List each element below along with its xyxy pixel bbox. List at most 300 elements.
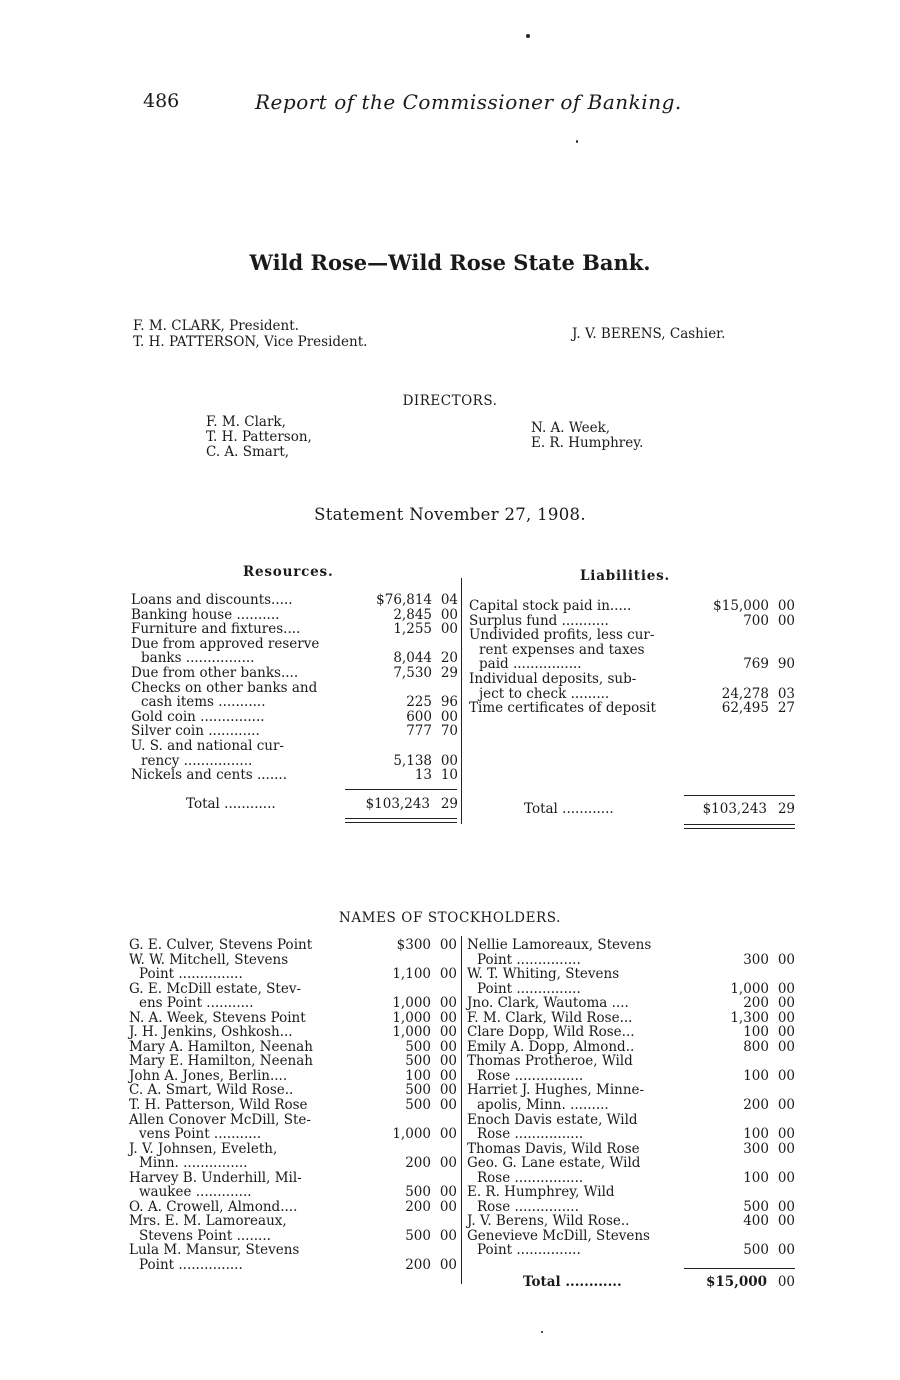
resources-total bbox=[186, 796, 458, 812]
stockholder-row-amount: 500 bbox=[405, 1184, 431, 1201]
resource-row-label: rency ................ bbox=[141, 752, 253, 769]
liability-row bbox=[469, 628, 795, 643]
stockholder-row-cents: 00 bbox=[439, 1198, 457, 1215]
empty-cell bbox=[364, 739, 432, 754]
vice-president: T. H. PATTERSON, Vice President. bbox=[133, 334, 368, 350]
stockholder-row-label: O. A. Crowell, Almond.... bbox=[129, 1198, 298, 1215]
resource-row-cents: 20 bbox=[440, 650, 458, 667]
stockholder-row-amount: 200 bbox=[743, 1097, 769, 1114]
print-speck bbox=[526, 34, 530, 38]
stockholder-row-label: Stevens Point ........ bbox=[139, 1227, 271, 1244]
stockholder-row-cents: 00 bbox=[439, 1082, 457, 1099]
resource-row bbox=[131, 666, 458, 681]
liabilities-total-label: Total ............ bbox=[524, 801, 614, 817]
stockholder-row-cents: 00 bbox=[777, 951, 795, 968]
director: C. A. Smart, bbox=[206, 444, 290, 460]
stockholder-row bbox=[129, 1200, 457, 1215]
stockholder-row-label: ens Point ........... bbox=[139, 995, 254, 1012]
stockholder-row-cents: 00 bbox=[439, 1155, 457, 1172]
stockholder-row-label: Rose ................ bbox=[477, 1067, 584, 1084]
resources-heading: Resources. bbox=[243, 564, 334, 580]
stockholder-row-cents: 00 bbox=[439, 1053, 457, 1070]
empty-cell bbox=[717, 1113, 769, 1128]
liability-row-label: paid ................ bbox=[479, 656, 582, 673]
stockholder-row-label: Harvey B. Underhill, Mil- bbox=[129, 1169, 302, 1186]
resource-row-label: Checks on other banks and bbox=[131, 679, 318, 696]
stockholder-row-label: Geo. G. Lane estate, Wild bbox=[467, 1155, 641, 1172]
resource-row-cents: 00 bbox=[440, 606, 458, 623]
empty-cell bbox=[431, 982, 457, 997]
director: F. M. Clark, bbox=[206, 414, 286, 430]
resource-row bbox=[131, 608, 458, 623]
stockholder-row-cents: 00 bbox=[439, 1257, 457, 1274]
stockholder-row-label: E. R. Humphrey, Wild bbox=[467, 1184, 615, 1201]
stockholder-row bbox=[129, 996, 457, 1011]
resource-row bbox=[131, 739, 458, 754]
stockholder-row bbox=[129, 1142, 457, 1157]
empty-cell bbox=[431, 1243, 457, 1258]
stockholder-row-cents: 00 bbox=[777, 1038, 795, 1055]
resource-row-label: Nickels and cents ....... bbox=[131, 767, 288, 784]
liability-row bbox=[469, 643, 795, 658]
stockholder-row-label: Emily A. Dopp, Almond.. bbox=[467, 1038, 635, 1055]
stockholder-row-amount: 100 bbox=[405, 1067, 431, 1084]
stockholder-row-label: N. A. Week, Stevens Point bbox=[129, 1009, 306, 1026]
resource-row bbox=[131, 710, 458, 725]
stockholder-row-amount: 1,300 bbox=[730, 1009, 769, 1026]
stockholder-row-amount: 500 bbox=[405, 1053, 431, 1070]
liability-row-label: Time certificates of deposit bbox=[469, 700, 656, 717]
stockholder-row-label: Point ............... bbox=[477, 980, 581, 997]
stockholder-row-cents: 00 bbox=[439, 1038, 457, 1055]
stockholder-row-label: apolis, Minn. ......... bbox=[477, 1097, 609, 1114]
resources-total-cents: 29 bbox=[440, 796, 458, 812]
stockholder-row-label: G. E. Culver, Stevens Point bbox=[129, 937, 313, 953]
cashier: J. V. BERENS, Cashier. bbox=[572, 326, 726, 342]
page-number: 486 bbox=[143, 90, 180, 112]
empty-cell bbox=[717, 938, 769, 953]
liability-row-label: ject to check ......... bbox=[479, 685, 610, 702]
stockholder-row-label: F. M. Clark, Wild Rose... bbox=[467, 1009, 633, 1026]
stockholder-row bbox=[129, 938, 457, 953]
resource-row-cents: 00 bbox=[440, 752, 458, 769]
resource-row bbox=[131, 768, 458, 783]
stockholder-row-label: Rose ............... bbox=[477, 1198, 579, 1215]
stockholder-row-amount: 500 bbox=[405, 1038, 431, 1055]
resource-row-amount: 13 bbox=[414, 767, 432, 784]
stockholder-row bbox=[467, 953, 795, 968]
stockholder-row bbox=[129, 1098, 457, 1113]
stockholder-row-label: Enoch Davis estate, Wild bbox=[467, 1111, 638, 1128]
stockholder-row-label: Rose ................ bbox=[477, 1126, 584, 1143]
stockholder-row-label: C. A. Smart, Wild Rose.. bbox=[129, 1082, 294, 1099]
resource-row-amount: 600 bbox=[406, 708, 432, 725]
stockholder-row-amount: 300 bbox=[743, 1140, 769, 1157]
stockholder-row bbox=[129, 953, 457, 968]
liability-row-amount: 62,495 bbox=[721, 700, 769, 717]
empty-cell bbox=[701, 672, 769, 687]
stockholder-row-amount: 500 bbox=[743, 1242, 769, 1259]
liability-row-label: Individual deposits, sub- bbox=[469, 670, 637, 687]
stockholder-row bbox=[129, 1127, 457, 1142]
resource-row-cents: 10 bbox=[440, 767, 458, 784]
stockholder-row bbox=[129, 1083, 457, 1098]
resource-row-label: Due from other banks.... bbox=[131, 664, 299, 681]
stockholder-row-cents: 00 bbox=[439, 1227, 457, 1244]
resource-row bbox=[131, 724, 458, 739]
stockholder-row bbox=[467, 1214, 795, 1229]
stockholder-row-cents: 00 bbox=[777, 1067, 795, 1084]
stockholder-row-label: Allen Conover McDill, Ste- bbox=[129, 1111, 311, 1128]
resource-row-cents: 70 bbox=[440, 723, 458, 740]
stockholder-row-amount: 200 bbox=[743, 995, 769, 1012]
president: F. M. CLARK, President. bbox=[133, 318, 299, 334]
resource-row bbox=[131, 622, 458, 637]
stockholders-divider bbox=[461, 936, 462, 1284]
stockholder-row bbox=[129, 982, 457, 997]
empty-cell bbox=[432, 681, 458, 696]
empty-cell bbox=[701, 628, 769, 643]
stockholder-row bbox=[129, 1025, 457, 1040]
stockholder-row-amount: 200 bbox=[405, 1257, 431, 1274]
resource-row-amount: 5,138 bbox=[393, 752, 432, 769]
resource-row-amount: 1,255 bbox=[393, 621, 432, 638]
resources-total-rule bbox=[345, 789, 457, 790]
stockholder-row bbox=[129, 1113, 457, 1128]
stockholder-row-label: T. H. Patterson, Wild Rose bbox=[129, 1097, 308, 1114]
stockholder-row-cents: 00 bbox=[439, 937, 457, 953]
stockholder-row bbox=[467, 1040, 795, 1055]
empty-cell bbox=[379, 1113, 431, 1128]
liability-row bbox=[469, 687, 795, 702]
liabilities-heading: Liabilities. bbox=[580, 568, 671, 584]
empty-cell bbox=[379, 1171, 431, 1186]
stockholder-row bbox=[467, 1229, 795, 1244]
stockholder-row-cents: 00 bbox=[439, 1024, 457, 1041]
stockholder-row bbox=[467, 1098, 795, 1113]
liability-row bbox=[469, 657, 795, 672]
stockholder-row-cents: 00 bbox=[777, 1126, 795, 1143]
stockholder-row-amount: 1,000 bbox=[392, 1126, 431, 1143]
stockholder-row bbox=[129, 1214, 457, 1229]
stockholder-row-label: Rose ................ bbox=[477, 1169, 584, 1186]
stockholder-row-amount: 500 bbox=[405, 1227, 431, 1244]
empty-cell bbox=[717, 1083, 769, 1098]
stockholder-row-label: Genevieve McDill, Stevens bbox=[467, 1227, 650, 1244]
stockholder-row-label: vens Point ........... bbox=[139, 1126, 262, 1143]
empty-cell bbox=[717, 1185, 769, 1200]
stockholder-row-label: G. E. McDill estate, Stev- bbox=[129, 980, 302, 997]
stockholder-row bbox=[467, 982, 795, 997]
directors-heading: DIRECTORS. bbox=[402, 393, 498, 409]
liabilities-table bbox=[469, 599, 795, 716]
liability-row bbox=[469, 701, 795, 716]
stockholder-row-amount: 300 bbox=[743, 951, 769, 968]
stockholder-row bbox=[129, 1054, 457, 1069]
stockholder-row-label: W. W. Mitchell, Stevens bbox=[129, 951, 289, 968]
bank-title: Wild Rose—Wild Rose State Bank. bbox=[249, 250, 651, 275]
stockholder-row-label: Mrs. E. M. Lamoreaux, bbox=[129, 1213, 287, 1230]
stockholder-row-label: W. T. Whiting, Stevens bbox=[467, 966, 620, 983]
liability-row-amount: 769 bbox=[743, 656, 769, 673]
statement-title: Statement November 27, 1908. bbox=[314, 505, 586, 524]
empty-cell bbox=[769, 1185, 795, 1200]
resource-row bbox=[131, 754, 458, 769]
stockholder-row bbox=[467, 1171, 795, 1186]
stockholder-row-amount: 500 bbox=[405, 1082, 431, 1099]
resource-row bbox=[131, 681, 458, 696]
resource-row-label: cash items ........... bbox=[141, 694, 266, 711]
liability-row bbox=[469, 672, 795, 687]
resource-row-amount: 2,845 bbox=[393, 606, 432, 623]
director: T. H. Patterson, bbox=[206, 429, 312, 445]
empty-cell bbox=[379, 1142, 431, 1157]
empty-cell bbox=[431, 953, 457, 968]
stockholder-row bbox=[467, 1142, 795, 1157]
stockholder-row-cents: 00 bbox=[777, 1140, 795, 1157]
liability-row-label: Undivided profits, less cur- bbox=[469, 627, 655, 644]
stockholders-left-table bbox=[129, 938, 457, 1273]
resource-row-label: Due from approved reserve bbox=[131, 635, 320, 652]
resource-row-cents: 00 bbox=[440, 708, 458, 725]
stockholder-row-label: Jno. Clark, Wautoma .... bbox=[467, 995, 629, 1012]
stockholder-row-cents: 00 bbox=[777, 980, 795, 997]
stockholder-row bbox=[467, 1127, 795, 1142]
empty-cell bbox=[769, 643, 795, 658]
stockholder-row-label: Point ............... bbox=[477, 1242, 581, 1259]
stockholder-row-amount: 1,000 bbox=[730, 980, 769, 997]
stockholder-row-label: Point ............... bbox=[139, 966, 243, 983]
empty-cell bbox=[717, 967, 769, 982]
stockholder-row bbox=[467, 1156, 795, 1171]
stockholder-row bbox=[129, 1229, 457, 1244]
stockholder-row bbox=[129, 967, 457, 982]
stockholders-heading: NAMES OF STOCKHOLDERS. bbox=[338, 910, 562, 926]
liability-row-amount: 700 bbox=[743, 612, 769, 629]
resource-row-label: Gold coin ............... bbox=[131, 708, 265, 725]
liability-row-label: rent expenses and taxes bbox=[479, 641, 645, 658]
liability-row-label: Capital stock paid in..... bbox=[469, 598, 632, 614]
stockholder-row-amount: 200 bbox=[405, 1198, 431, 1215]
liabilities-total-cents: 29 bbox=[777, 801, 795, 817]
stockholder-row bbox=[467, 1025, 795, 1040]
liability-row-cents: 00 bbox=[777, 598, 795, 614]
print-speck bbox=[541, 1331, 543, 1333]
stockholders-total-cents: 00 bbox=[777, 1274, 795, 1290]
resource-row-amount: 7,530 bbox=[393, 664, 432, 681]
stockholder-row-label: Lula M. Mansur, Stevens bbox=[129, 1242, 300, 1259]
empty-cell bbox=[769, 1229, 795, 1244]
stockholder-row bbox=[467, 1243, 795, 1258]
stockholder-row-label: Clare Dopp, Wild Rose... bbox=[467, 1024, 635, 1041]
stockholder-row-label: John A. Jones, Berlin.... bbox=[129, 1067, 288, 1084]
stockholder-row-cents: 00 bbox=[777, 1169, 795, 1186]
double-rule bbox=[684, 828, 795, 829]
stockholder-row bbox=[129, 1069, 457, 1084]
empty-cell bbox=[701, 643, 769, 658]
stockholder-row-amount: 200 bbox=[405, 1155, 431, 1172]
stockholder-row-amount: 400 bbox=[743, 1213, 769, 1230]
empty-cell bbox=[431, 1142, 457, 1157]
resource-row-amount: 225 bbox=[406, 694, 432, 711]
resource-row-label: Loans and discounts..... bbox=[131, 592, 293, 608]
stockholder-row-amount: 1,000 bbox=[392, 1009, 431, 1026]
resource-row-cents: 29 bbox=[440, 664, 458, 681]
liability-row-cents: 27 bbox=[777, 700, 795, 717]
empty-cell bbox=[364, 637, 432, 652]
stockholders-total bbox=[523, 1274, 795, 1290]
stockholder-row-amount: 800 bbox=[743, 1038, 769, 1055]
empty-cell bbox=[717, 1156, 769, 1171]
stockholder-row-amount: 100 bbox=[743, 1126, 769, 1143]
double-rule bbox=[345, 822, 457, 823]
stockholder-row-amount: $300 bbox=[396, 937, 431, 953]
stockholder-row-cents: 00 bbox=[777, 995, 795, 1012]
stockholder-row-label: J. H. Jenkins, Oshkosh... bbox=[129, 1024, 293, 1041]
resource-row-cents: 96 bbox=[440, 694, 458, 711]
empty-cell bbox=[432, 637, 458, 652]
liability-row-label: Surplus fund ........... bbox=[469, 612, 609, 629]
stockholder-row bbox=[467, 1185, 795, 1200]
liability-row bbox=[469, 599, 795, 614]
stockholder-row bbox=[129, 1011, 457, 1026]
empty-cell bbox=[717, 1054, 769, 1069]
stockholder-row-label: J. V. Johnsen, Eveleth, bbox=[129, 1140, 278, 1157]
empty-cell bbox=[379, 1214, 431, 1229]
resource-row-amount: 777 bbox=[406, 723, 432, 740]
empty-cell bbox=[769, 938, 795, 953]
officers-list bbox=[133, 318, 367, 350]
stockholder-row bbox=[467, 1069, 795, 1084]
stockholder-row bbox=[129, 1156, 457, 1171]
stockholder-row-cents: 00 bbox=[777, 1097, 795, 1114]
liability-row-cents: 00 bbox=[777, 612, 795, 629]
stockholder-row-label: Point ............... bbox=[139, 1257, 243, 1274]
empty-cell bbox=[769, 967, 795, 982]
stockholder-row bbox=[129, 1243, 457, 1258]
stockholder-row-amount: 500 bbox=[743, 1198, 769, 1215]
stockholder-row-amount: 1,000 bbox=[392, 995, 431, 1012]
liability-row bbox=[469, 614, 795, 629]
double-rule bbox=[345, 818, 457, 819]
empty-cell bbox=[379, 953, 431, 968]
empty-cell bbox=[432, 739, 458, 754]
empty-cell bbox=[364, 681, 432, 696]
stockholder-row bbox=[467, 1200, 795, 1215]
stockholder-row-label: Point ............... bbox=[477, 951, 581, 968]
liability-row-cents: 03 bbox=[777, 685, 795, 702]
resource-row bbox=[131, 593, 458, 608]
stockholder-row-cents: 00 bbox=[439, 1184, 457, 1201]
empty-cell bbox=[431, 1113, 457, 1128]
empty-cell bbox=[769, 1083, 795, 1098]
liabilities-total-rule bbox=[684, 795, 795, 796]
empty-cell bbox=[769, 672, 795, 687]
empty-cell bbox=[431, 1171, 457, 1186]
stockholder-row-amount: 500 bbox=[405, 1097, 431, 1114]
liability-row-cents: 90 bbox=[777, 656, 795, 673]
liabilities-total bbox=[524, 801, 795, 817]
stockholder-row-label: Thomas Davis, Wild Rose bbox=[467, 1140, 640, 1157]
resource-row-cents: 00 bbox=[440, 621, 458, 638]
resources-total-label: Total ............ bbox=[186, 796, 276, 812]
stockholder-row bbox=[467, 938, 795, 953]
stockholder-row bbox=[467, 967, 795, 982]
resource-row-amount: 8,044 bbox=[393, 650, 432, 667]
stockholder-row-amount: 1,000 bbox=[392, 1024, 431, 1041]
stockholder-row bbox=[129, 1185, 457, 1200]
stockholder-row-amount: 100 bbox=[743, 1169, 769, 1186]
empty-cell bbox=[431, 1214, 457, 1229]
stockholder-row bbox=[129, 1171, 457, 1186]
director: E. R. Humphrey. bbox=[531, 435, 644, 451]
resources-total-dollars: $103,243 bbox=[365, 796, 430, 812]
empty-cell bbox=[769, 1113, 795, 1128]
stockholder-row-label: Thomas Protheroe, Wild bbox=[467, 1053, 633, 1070]
stockholder-row bbox=[467, 996, 795, 1011]
empty-cell bbox=[379, 982, 431, 997]
stockholder-row bbox=[467, 1083, 795, 1098]
empty-cell bbox=[717, 1229, 769, 1244]
stockholders-total-label: Total ............ bbox=[523, 1274, 622, 1290]
resource-row-amount: $76,814 bbox=[376, 592, 432, 608]
column-divider bbox=[461, 578, 462, 824]
empty-cell bbox=[379, 1243, 431, 1258]
liability-row-amount: $15,000 bbox=[713, 598, 769, 614]
stockholder-row-label: Mary A. Hamilton, Neenah bbox=[129, 1038, 313, 1055]
stockholder-row-label: J. V. Berens, Wild Rose.. bbox=[467, 1213, 630, 1230]
director: N. A. Week, bbox=[531, 420, 611, 436]
stockholder-row-cents: 00 bbox=[439, 1009, 457, 1026]
resource-row bbox=[131, 651, 458, 666]
directors-left bbox=[206, 415, 312, 460]
stockholder-row bbox=[467, 1054, 795, 1069]
stockholder-row-cents: 00 bbox=[439, 1097, 457, 1114]
empty-cell bbox=[769, 1156, 795, 1171]
double-rule bbox=[684, 824, 795, 825]
stockholder-row-cents: 00 bbox=[777, 1009, 795, 1026]
resource-row-label: Silver coin ............ bbox=[131, 723, 260, 740]
stockholder-row-cents: 00 bbox=[777, 1198, 795, 1215]
resource-row-cents: 04 bbox=[440, 592, 458, 608]
resource-row-label: banks ................ bbox=[141, 650, 255, 667]
empty-cell bbox=[769, 628, 795, 643]
empty-cell bbox=[769, 1054, 795, 1069]
stockholder-row-cents: 00 bbox=[439, 1126, 457, 1143]
stockholder-row-label: Mary E. Hamilton, Neenah bbox=[129, 1053, 313, 1070]
running-title: Report of the Commissioner of Banking. bbox=[255, 90, 682, 114]
directors-right bbox=[531, 421, 643, 451]
stockholder-row-amount: 100 bbox=[743, 1024, 769, 1041]
stockholder-row-cents: 00 bbox=[777, 1213, 795, 1230]
stockholder-row-label: Minn. ............... bbox=[139, 1155, 248, 1172]
stockholder-row-label: waukee ............. bbox=[139, 1184, 252, 1201]
stockholder-row-cents: 00 bbox=[777, 1242, 795, 1259]
liabilities-total-dollars: $103,243 bbox=[702, 801, 767, 817]
stockholder-row-label: Nellie Lamoreaux, Stevens bbox=[467, 937, 652, 953]
stockholders-total-rule bbox=[684, 1268, 795, 1269]
resource-row-label: Banking house .......... bbox=[131, 606, 280, 623]
stockholder-row-cents: 00 bbox=[777, 1024, 795, 1041]
stockholder-row-label: Harriet J. Hughes, Minne- bbox=[467, 1082, 645, 1099]
stockholder-row bbox=[129, 1040, 457, 1055]
stockholder-row-amount: 1,100 bbox=[392, 966, 431, 983]
stockholder-row-cents: 00 bbox=[439, 995, 457, 1012]
resources-table bbox=[131, 593, 458, 783]
stockholder-row bbox=[467, 1011, 795, 1026]
stockholders-total-amount: $15,000 bbox=[705, 1274, 767, 1290]
print-speck bbox=[576, 140, 578, 143]
